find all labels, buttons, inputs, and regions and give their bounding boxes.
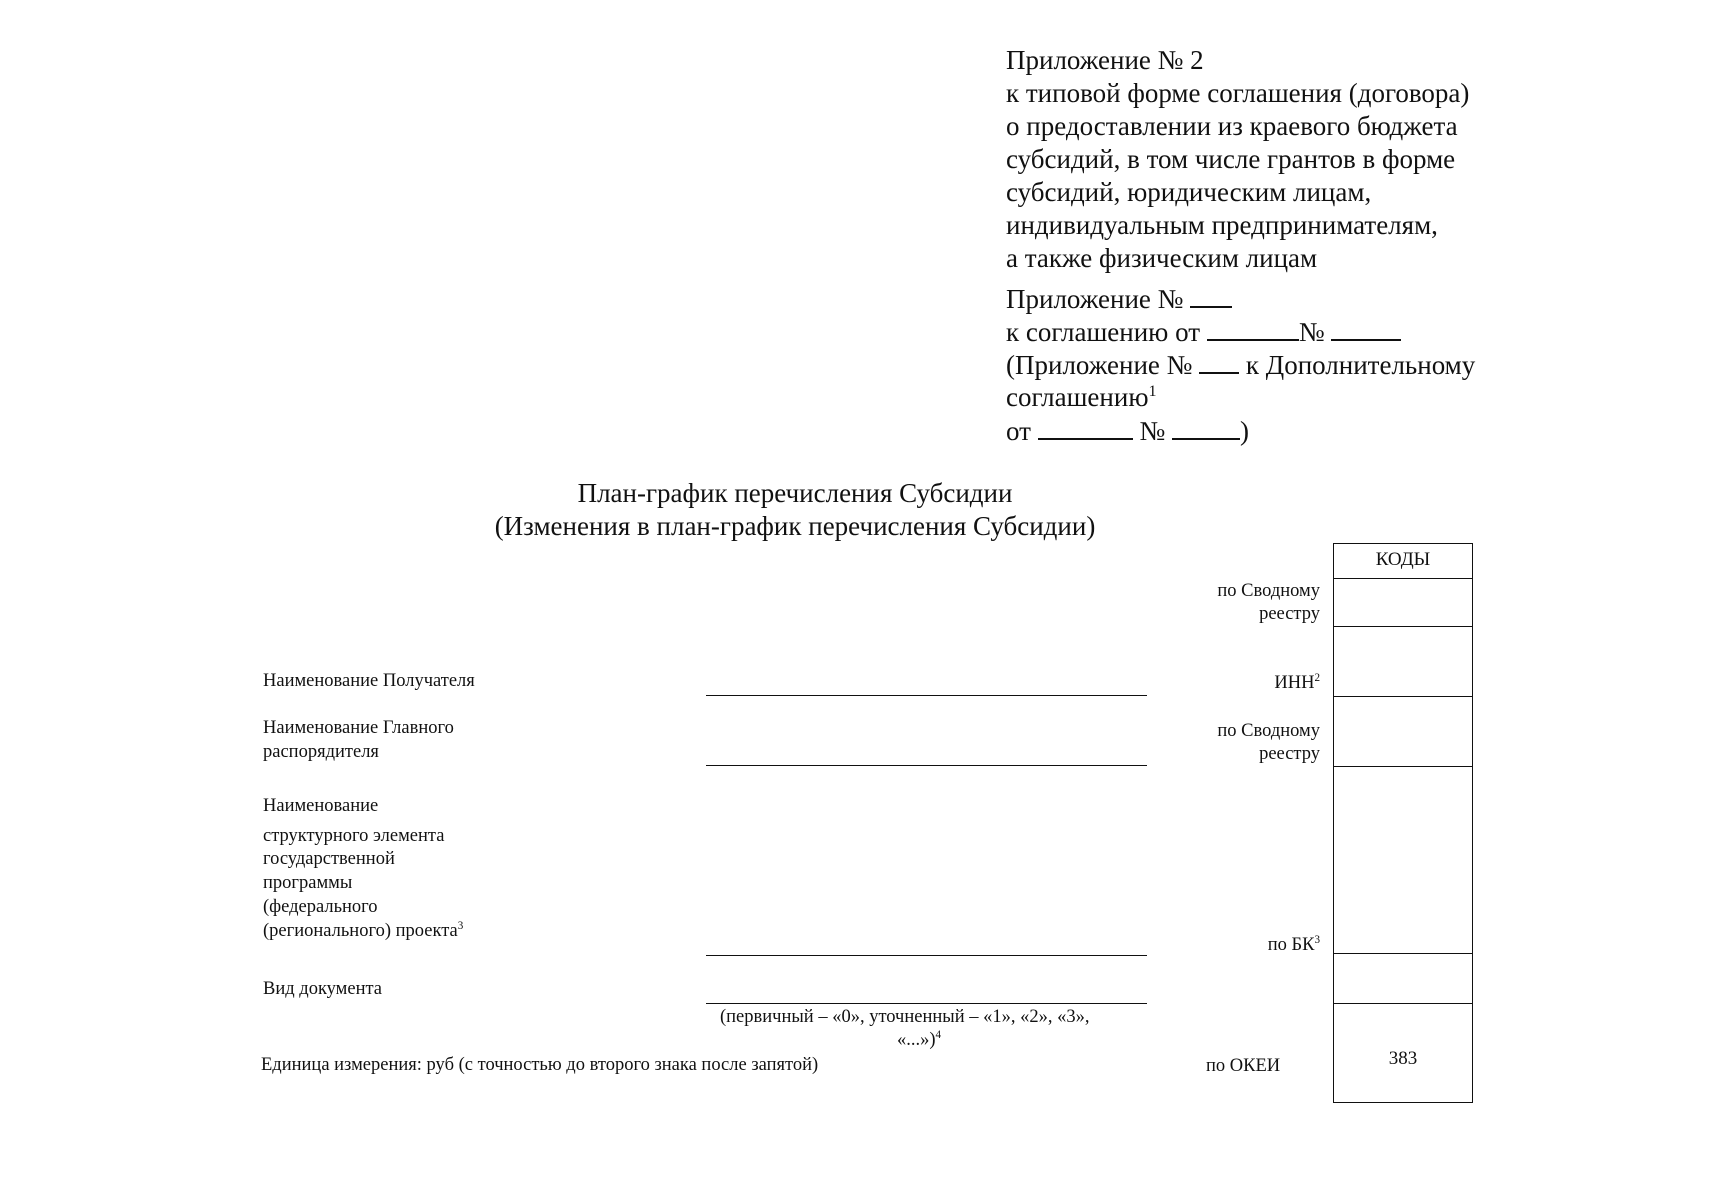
structural-label-line-last [263,920,463,943]
doc-type-hint-line2 [897,1029,941,1052]
svod-reestr-line2: реестру [1259,604,1320,624]
appendix-text-line: субсидий, в том числе грантов в форме [1006,144,1456,174]
svod-reestr-line1: по Сводному [1217,581,1320,601]
number-sign: № [1139,416,1166,446]
additional-suffix: к Дополнительному [1245,350,1476,380]
unit-label: Единица измерения: руб (с точностью до второго знака после запятой) [261,1055,819,1075]
footnote-3: 3 [1314,933,1320,946]
footnote-1: 1 [1148,382,1157,400]
additional-word: соглашению [1006,382,1149,412]
code-cell-inn[interactable] [1334,627,1472,697]
svod-reestr-line2: реестру [1259,744,1320,764]
structural-label-line: программы [263,873,353,893]
structural-field-line [706,955,1147,956]
structural-label-line: государственной [263,849,395,869]
footnote-3: 3 [457,919,464,932]
attachment-prefix: Приложение № [1006,284,1184,314]
agreement-prefix: к соглашению от [1006,317,1201,347]
agreement-number-blank [1331,315,1401,341]
doc-type-field-line [706,1003,1147,1004]
additional-agreement-line [1006,348,1475,382]
appendix-text-line: субсидий, юридическим лицам, [1006,177,1372,207]
structural-label-line: структурного элемента [263,826,445,846]
attachment-number-line [1006,282,1232,316]
appendix-text-line: а также физическим лицам [1006,243,1318,273]
manager-label-line1: Наименование Главного [263,718,454,738]
additional-date-blank [1038,414,1133,440]
appendix-text-line: о предоставлении из краевого бюджета [1006,111,1458,141]
svod-reestr-label-1 [1180,580,1320,626]
doc-type-hint-line1: (первичный – «0», уточненный – «1», «2», «3», [720,1007,1090,1027]
number-sign: № [1298,317,1325,347]
manager-label-line2: распорядителя [263,742,379,762]
code-cell-doc-type[interactable] [1334,954,1472,1004]
inn-text: ИНН [1274,673,1315,693]
doc-type-hint-text: «...») [897,1030,936,1050]
from-word: от [1006,416,1031,446]
code-cell-bk[interactable] [1334,767,1472,954]
codes-header: КОДЫ [1375,549,1431,570]
manager-field-line [706,765,1147,766]
code-cell-okei[interactable] [1334,1004,1472,1102]
additional-prefix: (Приложение № [1006,350,1193,380]
structural-label-text: (регионального) проекта [263,921,458,941]
document-subtitle: (Изменения в план-график перечисления Субсидии) [494,511,1096,541]
additional-agreement-word-line [1006,381,1157,414]
appendix-text-line: к типовой форме соглашения (договора) [1006,78,1470,108]
code-cell-svod-reestr-1[interactable] [1334,579,1472,627]
recipient-label: Наименование Получателя [263,671,475,691]
okei-label: по ОКЕИ [1206,1056,1281,1076]
agreement-line [1006,315,1401,349]
document-title: План-график перечисления Субсидии [577,478,1013,508]
recipient-field-line [706,695,1147,696]
appendix-number: Приложение № 2 [1006,45,1204,75]
close-paren: ) [1239,416,1249,446]
bk-label [1180,934,1320,957]
attachment-number-blank [1190,282,1232,308]
codes-table [1333,543,1473,1103]
appendix-text-line: индивидуальным предпринимателям, [1006,210,1438,240]
footnote-4: 4 [935,1028,942,1041]
structural-label-line: (федерального [263,897,378,917]
svod-reestr-line1: по Сводному [1217,721,1320,741]
additional-date-line [1006,414,1249,448]
structural-label-line1: Наименование [263,796,379,816]
bk-text: по БК [1267,935,1315,955]
agreement-date-blank [1207,315,1299,341]
code-cell-svod-reestr-2[interactable] [1334,697,1472,767]
okei-value: 383 [1388,1048,1418,1069]
additional-number-blank-2 [1172,414,1240,440]
footnote-2: 2 [1314,671,1320,684]
codes-header-cell [1334,544,1472,579]
svod-reestr-label-2 [1180,720,1320,766]
additional-number-blank [1199,348,1239,374]
doc-type-label: Вид документа [263,979,383,999]
inn-label [1180,672,1320,695]
